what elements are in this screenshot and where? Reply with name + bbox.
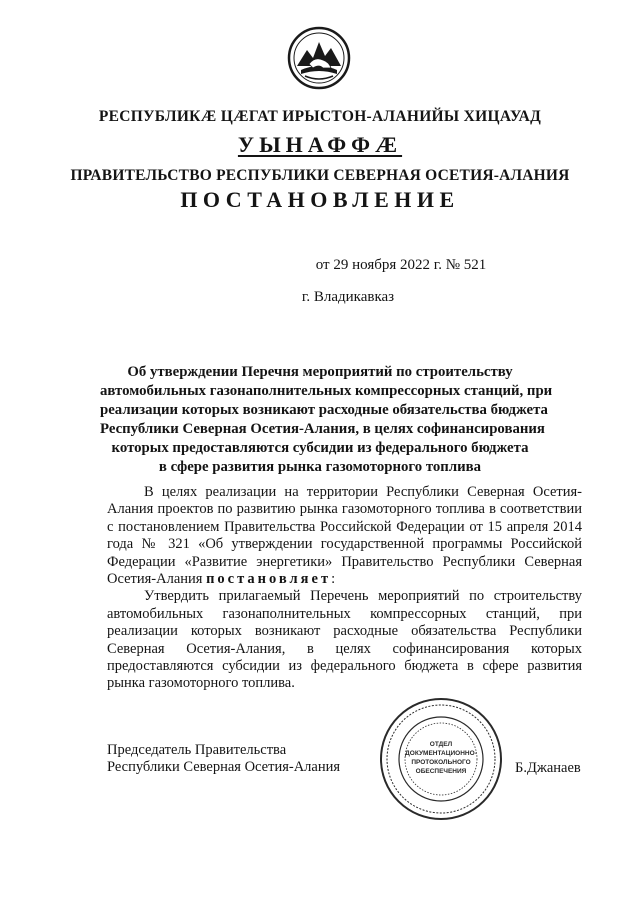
document-body: [107, 484, 582, 693]
stamp-text-line: ОБЕСПЕЧЕНИЯ: [415, 768, 467, 775]
document-city: г. Владикавказ: [301, 289, 395, 305]
stamp-text-line: ПРОТОКОЛЬНОГО: [411, 759, 471, 766]
official-stamp-seal: [378, 696, 504, 822]
body-paragraph-2: Утвердить прилагаемый Перечень мероприятий по строительству автомобильных газонаполнительных компрессорных станций, при реализации которых возникают расходные обязательства Республики Северная Осетия-Алания, в целях софинансирования которых предоставляются субсидии из федерального бюджета в сфере развития рынка газомоторного топлива.: [107, 588, 582, 692]
paragraph-1-text: В целях реализации на территории Республики Северная Осетия-Алания проектов по развитию рынка газомоторного топлива в соответствии с постановлением Правительства Российской Федерации от 15 апреля 2014 года № 321 «Об утверждении государственной программы Российской Федерации «Развитие энергетики» Правительство Республики Северная Осетия-Алания: [107, 484, 582, 588]
coat-of-arms-emblem: [287, 26, 351, 90]
signatory-position-line-2: Республики Северная Осетия-Алания: [107, 759, 341, 776]
title-line: Об утверждении Перечня мероприятий по строительству: [127, 364, 513, 380]
body-paragraph-1: [107, 484, 582, 588]
stamp-text-line: ДОКУМЕНТАЦИОННО-: [405, 750, 477, 757]
title-line: Республики Северная Осетия-Алания, в целях софинансирования: [100, 421, 545, 437]
government-name: ПРАВИТЕЛЬСТВО РЕСПУБЛИКИ СЕВЕРНАЯ ОСЕТИЯ-АЛАНИЯ: [70, 167, 570, 184]
title-line: которых предоставляются субсидии из федерального бюджета: [111, 440, 529, 456]
document-title: [100, 363, 553, 477]
document-type-ossetian-text: УЫНАФФӔ: [237, 132, 403, 157]
republic-name-ossetian: РЕСПУБЛИКӔ ЦӔГАТ ИРЫСТОН-АЛАНИЙЫ ХИЦАУАД: [98, 108, 542, 125]
document-type: ПОСТАНОВЛЕНИЕ: [180, 187, 460, 212]
decree-keyword: постановляет: [206, 571, 332, 588]
paragraph-1-end: :: [331, 571, 336, 588]
title-line: автомобильных газонаполнительных компрессорных станций, при: [100, 383, 553, 399]
document-type-ossetian: [0, 132, 640, 158]
signatory-position: [107, 742, 340, 777]
signatory-position-line-1: Председатель Правительства: [107, 742, 287, 758]
signatory-name: Б.Джанаев: [515, 760, 581, 776]
title-line: реализации которых возникают расходные обязательства бюджета: [100, 402, 548, 418]
stamp-text-line: ОТДЕЛ: [429, 741, 453, 748]
document-date-number: от 29 ноября 2022 г. № 521: [315, 257, 487, 273]
title-line: в сфере развития рынка газомоторного топлива: [158, 459, 482, 475]
